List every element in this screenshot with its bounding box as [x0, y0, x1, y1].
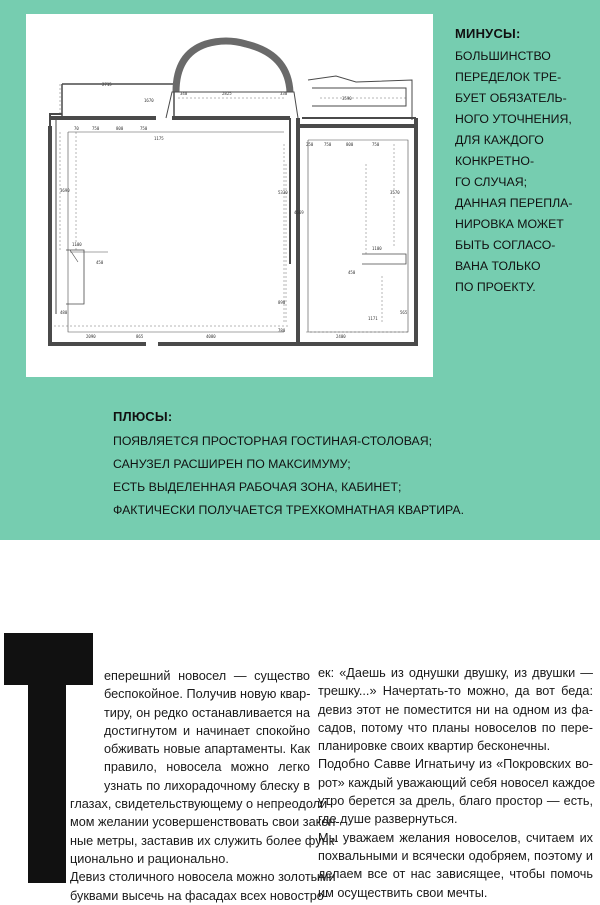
dim-mid-v: 5330 [278, 190, 288, 195]
text-line: тиру, он редко останавливается на [104, 705, 310, 720]
floor-plan-card [26, 14, 433, 377]
pros-title: ПЛЮСЫ: [113, 409, 173, 424]
text-line: ек: «Даешь из однушки двушку, из двушки — [318, 666, 593, 680]
pros-list [113, 430, 573, 522]
text-line: еперешний новосел — существо [104, 669, 310, 683]
dim-low-r: 1171 [368, 316, 378, 321]
text-line: достигнутом и начинает спокойно [104, 723, 310, 738]
dim-bottom-d: 2400 [336, 334, 346, 339]
dim-arc-right: 330 [280, 91, 288, 96]
cons-line: ПЕРЕДЕЛОК ТРЕ- [455, 70, 562, 84]
text-line: Подобно Савве Игнатьичу из «Покровских во- [318, 757, 593, 772]
dim-row2-b: 750 [324, 142, 332, 147]
dim-arc-main: 2825 [222, 91, 232, 96]
text-line: Мы уважаем желания новоселов, считаем их [318, 830, 593, 845]
dim-right-v: 4669 [294, 210, 304, 215]
article-paragraph [70, 868, 336, 905]
text-line: делаем все от нас зависящее, чтобы помочь [318, 867, 593, 882]
dim-mid-c: 780 [278, 328, 286, 333]
text-line: утро берется за дрель, благо простор — есть, [318, 794, 593, 809]
text-line: рот» каждый уважающий себя новосел каждое [318, 775, 596, 790]
text-line: узнать по лихорадочному блеску в [104, 778, 310, 793]
pros-line: ФАКТИЧЕСКИ ПОЛУЧАЕТСЯ ТРЕХКОМНАТНАЯ КВАРТИРА. [113, 503, 465, 517]
text-line: глазах, свидетельствующему о непреодоли- [70, 797, 332, 812]
dim-left-v: 3690 [60, 188, 70, 193]
text-line: трешку...» Начертать-то можно, да вот беда: [318, 684, 593, 699]
article-column-1 [70, 667, 340, 905]
cons-line: ГО СЛУЧАЯ; [455, 175, 527, 189]
pros-line: САНУЗЕЛ РАСШИРЕН ПО МАКСИМУМУ; [113, 457, 351, 471]
cons-title: МИНУСЫ: [455, 26, 521, 41]
floor-plan-drawing [26, 14, 433, 377]
article-paragraph [318, 829, 593, 902]
cons-line: ДЛЯ КАЖДОГО [455, 133, 544, 147]
plan-dimension-labels [60, 82, 408, 339]
dim-row1-b: 750 [92, 126, 100, 131]
dim-bottom-b: 865 [136, 334, 144, 339]
dim-right-v2: 3570 [390, 190, 400, 195]
cons-line: ПО ПРОЕКТУ. [455, 280, 536, 294]
dim-row2-a: 250 [306, 142, 314, 147]
cons-line: НИРОВКА МОЖЕТ [455, 217, 564, 231]
text-line: планировке своих квартир бесконечны. [318, 739, 551, 754]
text-line: Девиз столичного новосела можно золотыми [70, 870, 336, 885]
pros-line: ПОЯВЛЯЕТСЯ ПРОСТОРНАЯ ГОСТИНАЯ-СТОЛОВАЯ; [113, 434, 433, 448]
text-line: мом желании усовершенствовать свои закон- [70, 815, 340, 830]
text-line: ные метры, заставив их служить более функ- [70, 833, 339, 848]
dim-row1-v: 1175 [154, 136, 164, 141]
article-column-2 [318, 664, 596, 902]
text-line: правило, новосела можно легко [104, 760, 310, 775]
dim-arc-left: 340 [180, 91, 188, 96]
cons-line: ДАННАЯ ПЕРЕПЛА- [455, 196, 573, 210]
text-line: ционально и рационально. [70, 851, 229, 866]
article-paragraph [70, 667, 340, 868]
dim-top-left: 2715 [102, 82, 112, 87]
article-paragraph [318, 755, 596, 828]
dim-top-left-v: 1670 [144, 98, 154, 103]
dim-row2-d: 750 [372, 142, 380, 147]
dim-bottom-a: 2090 [86, 334, 96, 339]
dim-mid-b: 890 [278, 300, 286, 305]
pros-line: ЕСТЬ ВЫДЕЛЕННАЯ РАБОЧАЯ ЗОНА, КАБИНЕТ; [113, 480, 402, 494]
cons-line: БОЛЬШИНСТВО [455, 49, 551, 63]
dim-row2-c: 800 [346, 142, 354, 147]
dim-right-w: 1100 [372, 246, 382, 251]
text-line: садов, потому что планы новоселов по пере- [318, 720, 593, 735]
cons-line: ВАНА ТОЛЬКО [455, 259, 541, 273]
text-line: им осуществить свои мечты. [318, 885, 488, 900]
text-line: девиз этот не поместится ни на одном из фа- [318, 702, 593, 717]
text-line: где душе развернуться. [318, 812, 458, 827]
cons-line: КОНКРЕТНО- [455, 154, 535, 168]
text-line: буквами высечь на фасадах всех новостро- [70, 888, 329, 903]
text-line: похвальными и всячески одобряем, поэтому и [318, 848, 593, 863]
cons-line: БЫТЬ СОГЛАСО- [455, 238, 556, 252]
cons-line: НОГО УТОЧНЕНИЯ, [455, 112, 572, 126]
dim-bottom-c: 4080 [206, 334, 216, 339]
dim-row1-a: 70 [74, 126, 79, 131]
dim-left-s: 450 [96, 260, 104, 265]
dim-left-b: 480 [60, 310, 68, 315]
dim-row1-d: 750 [140, 126, 148, 131]
text-line: обживать новые апартаменты. Как [104, 742, 310, 757]
article-paragraph [318, 664, 593, 755]
text-line: беспокойное. Получив новую квар- [104, 687, 311, 702]
dim-right-s: 450 [348, 270, 356, 275]
dim-top-right: 3590 [342, 96, 352, 101]
cons-line: БУЕТ ОБЯЗАТЕЛЬ- [455, 91, 567, 105]
dim-right-b: 565 [400, 310, 408, 315]
cons-list [455, 46, 595, 298]
dim-row1-c: 800 [116, 126, 124, 131]
dim-left-w: 1100 [72, 242, 82, 247]
